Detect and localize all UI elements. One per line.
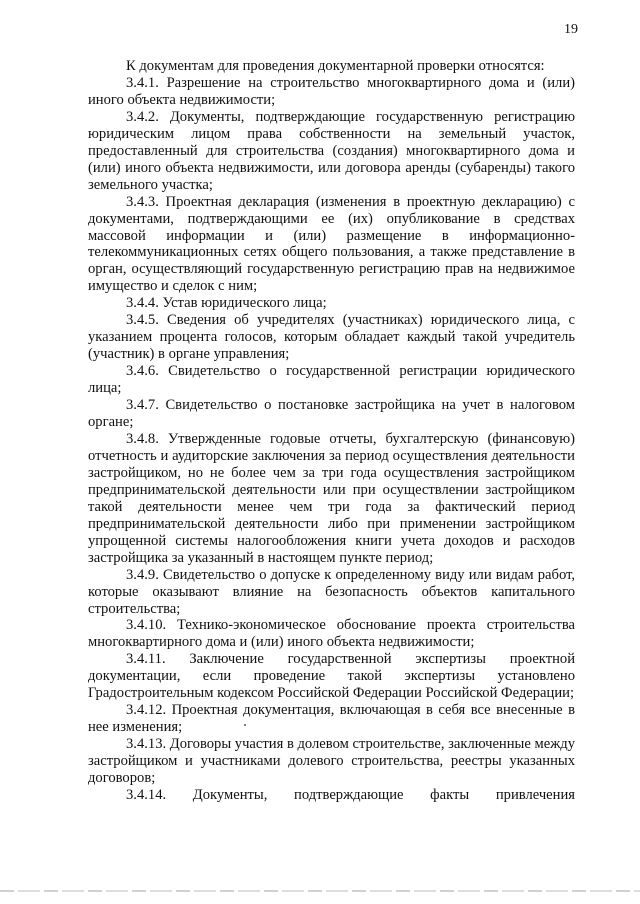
item-3-4-2: 3.4.2. Документы, подтверждающие государственную регистрацию юридическим лицом права собственности на земельный участок, предоставленный для строительства (создания) многоквартирного дома и (или) иного объекта недвижимости, или договора аренды (субаренды) такого земельного участка;: [88, 108, 575, 193]
item-3-4-5: 3.4.5. Сведения об учредителях (участниках) юридического лица, с указанием процента голосов, которым обладает каждый такой учредитель (участник) в органе управления;: [88, 312, 575, 363]
item-3-4-1: 3.4.1. Разрешение на строительство многоквартирного дома и (или) иного объекта недвижимости;: [88, 74, 575, 108]
item-3-4-9: 3.4.9. Свидетельство о допуске к определенному виду или видам работ, которые оказывают влияние на безопасность объектов капитального строительства;: [88, 566, 575, 617]
item-3-4-6: 3.4.6. Свидетельство о государственной регистрации юридического лица;: [88, 363, 575, 397]
scan-edge-line: [0, 890, 640, 892]
page-number: 19: [564, 22, 578, 37]
item-3-4-12: 3.4.12. Проектная документация, включающая в себя все внесенные в нее изменения;: [88, 702, 575, 736]
item-3-4-13: 3.4.13. Договоры участия в долевом строительстве, заключенные между застройщиком и участниками долевого строительства, реестры указанных договоров;: [88, 736, 575, 787]
item-3-4-4: 3.4.4. Устав юридического лица;: [126, 295, 327, 312]
document-body: [88, 58, 575, 804]
item-3-4-7: 3.4.7. Свидетельство о постановке застройщика на учет в налоговом органе;: [88, 397, 575, 431]
item-3-4-3: 3.4.3. Проектная декларация (изменения в проектную декларацию) с документами, подтверждающими ее (их) опубликование в средствах массовой информации и (или) размещение в информационно-телекоммуникационных сетях общего пользования, а также представление в орган, осуществляющий государственную регистрацию прав на недвижимое имущество и сделок с ним;: [88, 193, 575, 295]
item-3-4-14: 3.4.14. Документы, подтверждающие факты привлечения: [126, 786, 575, 803]
intro-paragraph: К документам для проведения документарной проверки относятся:: [126, 58, 545, 74]
item-3-4-10: 3.4.10. Технико-экономическое обоснование проекта строительства многоквартирного дома и (или) иного объекта недвижимости;: [88, 617, 575, 651]
item-3-4-8: 3.4.8. Утвержденные годовые отчеты, бухгалтерскую (финансовую) отчетность и аудиторские заключения за период осуществления деятельности застройщиком, но не более чем за три года осуществления застройщиком предпринимательской деятельности или при осуществлении застройщиком такой деятельности менее чем три года за фактический период предпринимательской деятельности либо при применении застройщиком упрощенной системы налогообложения книги учета доходов и расходов застройщика за указанный в настоящем пункте период;: [88, 430, 575, 566]
scan-speck: [244, 724, 246, 726]
item-3-4-11: 3.4.11. Заключение государственной экспертизы проектной документации, если проведение такой экспертизы установлено Градостроительным кодексом Российской Федерации Российской Федерации;: [88, 651, 575, 702]
